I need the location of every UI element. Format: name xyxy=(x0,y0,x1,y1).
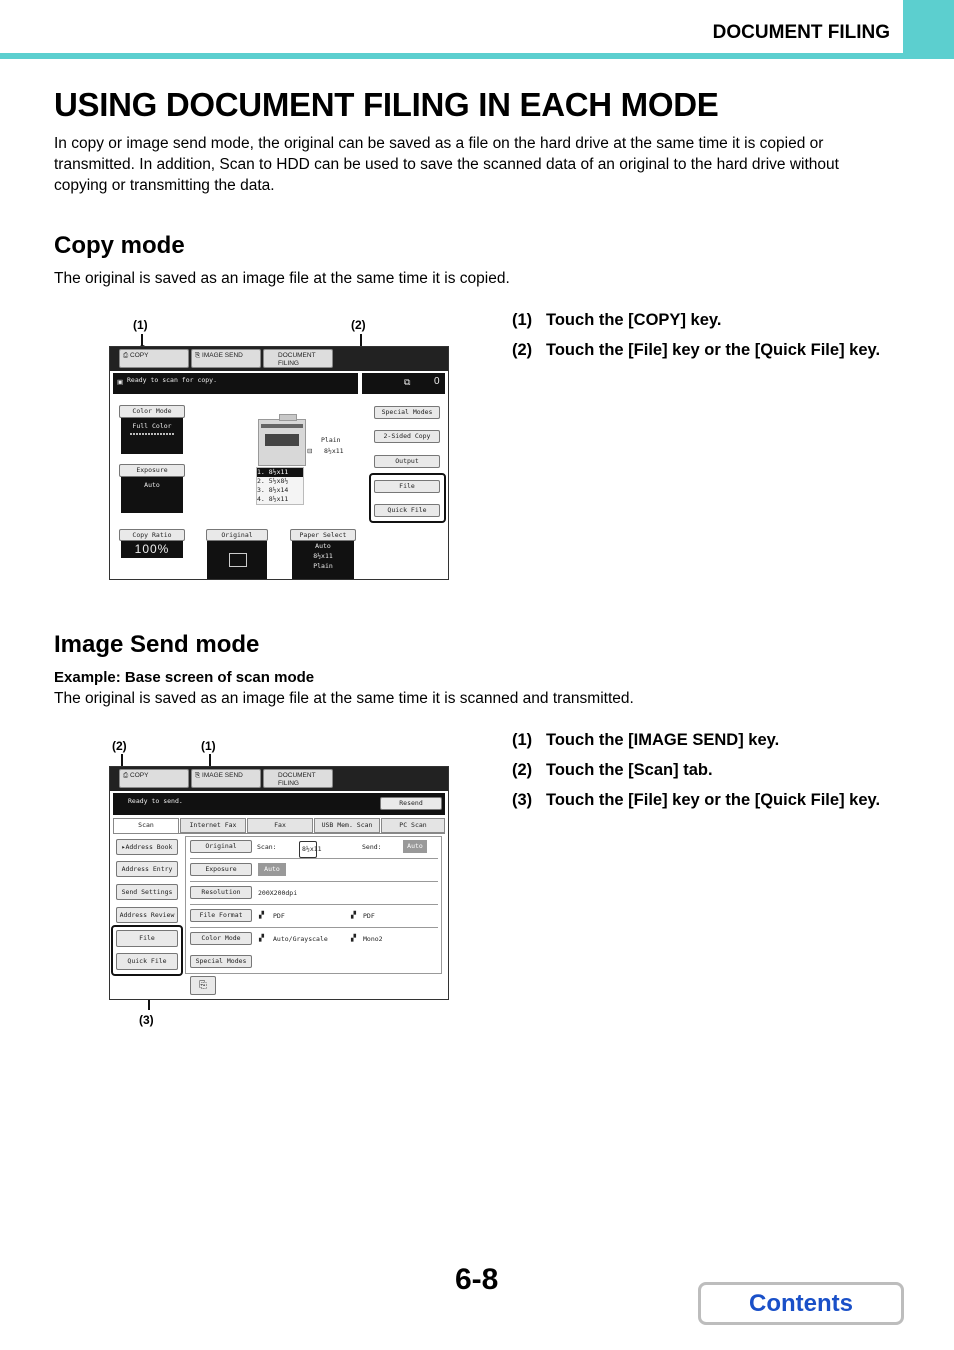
special-modes-key[interactable]: Special Modes xyxy=(190,955,252,968)
color-density-bar xyxy=(130,433,174,435)
tab-copy[interactable]: ⎙ COPY xyxy=(119,769,189,788)
tab-image-send[interactable]: ⎘ IMAGE SEND xyxy=(191,769,261,788)
copy-screen xyxy=(109,346,449,580)
image-send-heading: Image Send mode xyxy=(54,631,260,658)
copy-icon: ⎙ xyxy=(123,352,129,359)
copy-ratio-value: 100% xyxy=(121,541,183,558)
tab-divider xyxy=(113,833,445,834)
triangle-right-icon: ▸ xyxy=(121,843,126,851)
callout-2: (2) xyxy=(351,318,366,332)
exposure-key[interactable]: Exposure xyxy=(119,464,185,477)
tray-1[interactable]: 1. 8½x11 xyxy=(257,468,303,477)
tab-image-send[interactable]: ⎘ IMAGE SEND xyxy=(191,349,261,368)
file-key[interactable]: File xyxy=(116,930,178,947)
callout-2: (2) xyxy=(112,739,127,753)
row-divider xyxy=(190,904,438,905)
bypass-tray-icon: ⊟ xyxy=(307,448,313,455)
resend-key[interactable]: Resend xyxy=(380,797,442,810)
two-sided-copy-key[interactable]: 2-Sided Copy xyxy=(374,430,440,443)
file-format-send-icon: ▞ xyxy=(351,912,356,919)
tray-4[interactable]: 4. 8½x11 xyxy=(257,495,289,503)
copy-mode-description: The original is saved as an image file at the same time it is copied. xyxy=(54,270,510,287)
image-send-icon: ⎘ xyxy=(195,772,201,779)
intro-paragraph: In copy or image send mode, the original can be saved as a file on the hard drive at the same time it is copied or transmitted. In addition, Scan to HDD can be used to save the scanned data of an original to the hard drive without copying or transmitting the data. xyxy=(54,135,839,194)
quick-file-key[interactable]: Quick File xyxy=(374,504,440,517)
callout-1: (1) xyxy=(201,739,216,753)
color-mode-scan-value: Auto/Grayscale xyxy=(273,935,328,943)
tab-document-filing[interactable]: DOCUMENT FILING xyxy=(263,769,333,788)
original-key[interactable]: Original xyxy=(190,840,252,853)
color-mode-send-icon: ▞ xyxy=(351,935,356,942)
callout-1: (1) xyxy=(133,318,148,332)
tray-3[interactable]: 3. 8½x14 xyxy=(257,486,289,494)
quick-file-key[interactable]: Quick File xyxy=(116,953,178,970)
row-divider xyxy=(190,858,438,859)
address-entry-key[interactable]: Address Entry xyxy=(116,861,178,877)
scan-size: 8½x11 xyxy=(299,841,317,858)
message-bar: ▣ Ready to scan for copy. xyxy=(113,373,358,394)
image-send-description: The original is saved as an image file at the same time it is scanned and transmitted. xyxy=(54,690,634,707)
color-mode-key[interactable]: Color Mode xyxy=(190,932,252,945)
counter-bar xyxy=(362,373,445,394)
copy-mode-heading: Copy mode xyxy=(54,232,185,259)
exposure-key[interactable]: Exposure xyxy=(190,863,252,876)
paper-select-value: Auto 8½x11 Plain xyxy=(292,541,354,579)
scan-label: Scan: xyxy=(257,843,277,851)
send-settings-key[interactable]: Send Settings xyxy=(116,884,178,900)
section-title: DOCUMENT FILING xyxy=(712,22,890,43)
header-bar xyxy=(0,53,954,59)
file-format-scan-icon: ▞ xyxy=(259,912,264,919)
header-accent-block xyxy=(903,0,954,56)
page-title: USING DOCUMENT FILING IN EACH MODE xyxy=(54,86,719,123)
file-format-send-value: PDF xyxy=(363,912,375,920)
color-mode-send-value: Mono2 xyxy=(363,935,383,943)
plain-label: Plain xyxy=(321,436,341,444)
tab-document-filing[interactable]: DOCUMENT FILING xyxy=(263,349,333,368)
original-page-icon xyxy=(229,553,247,567)
tab-usb-mem-scan[interactable]: USB Mem. Scan xyxy=(314,818,380,833)
send-value: Auto xyxy=(403,840,427,853)
preview-icon[interactable]: ⎘ xyxy=(190,976,216,995)
file-format-key[interactable]: File Format xyxy=(190,909,252,922)
row-divider xyxy=(190,881,438,882)
color-mode-value: Full Color xyxy=(121,418,183,454)
address-review-key[interactable]: Address Review xyxy=(116,907,178,923)
file-key[interactable]: File xyxy=(374,480,440,493)
image-send-screen xyxy=(109,766,449,1000)
job-status-icon: ⧉ xyxy=(404,377,411,387)
tab-copy[interactable]: ⎙ COPY xyxy=(119,349,189,368)
plain-size: 8½x11 xyxy=(324,447,344,455)
contents-button[interactable]: Contents xyxy=(698,1282,904,1325)
image-send-icon: ⎘ xyxy=(195,352,201,359)
copy-ratio-key[interactable]: Copy Ratio xyxy=(119,529,185,541)
copier-illustration-icon xyxy=(258,419,306,466)
send-label: Send: xyxy=(362,843,382,851)
output-key[interactable]: Output xyxy=(374,455,440,468)
tab-fax[interactable]: Fax xyxy=(247,818,313,833)
tray-2[interactable]: 2. 5½x8½ xyxy=(257,477,289,485)
status-icon: ▣ xyxy=(117,379,124,386)
row-divider xyxy=(190,927,438,928)
copy-icon: ⎙ xyxy=(123,772,129,779)
resolution-value: 200X200dpi xyxy=(258,889,298,897)
tab-pc-scan[interactable]: PC Scan xyxy=(381,818,445,833)
message-bar: Ready to send. xyxy=(113,793,445,815)
tray-list xyxy=(256,467,304,505)
file-format-scan-value: PDF xyxy=(273,912,285,920)
tab-internet-fax[interactable]: Internet Fax xyxy=(180,818,246,833)
tab-scan[interactable]: Scan xyxy=(113,818,179,833)
exposure-value: Auto xyxy=(121,477,183,513)
color-mode-scan-icon: ▞ xyxy=(259,935,264,942)
callout-3: (3) xyxy=(139,1013,154,1027)
original-key[interactable]: Original xyxy=(206,529,268,541)
paper-select-key[interactable]: Paper Select xyxy=(290,529,356,541)
color-mode-key[interactable]: Color Mode xyxy=(119,405,185,418)
copy-counter: 0 xyxy=(434,376,440,387)
exposure-value: Auto xyxy=(258,863,286,876)
resolution-key[interactable]: Resolution xyxy=(190,886,252,899)
special-modes-key[interactable]: Special Modes xyxy=(374,406,440,419)
original-value xyxy=(207,541,267,579)
example-caption: Example: Base screen of scan mode xyxy=(54,669,315,686)
address-book-key[interactable]: ▸Address Book xyxy=(116,839,178,855)
page-number: 6-8 xyxy=(455,1263,499,1296)
